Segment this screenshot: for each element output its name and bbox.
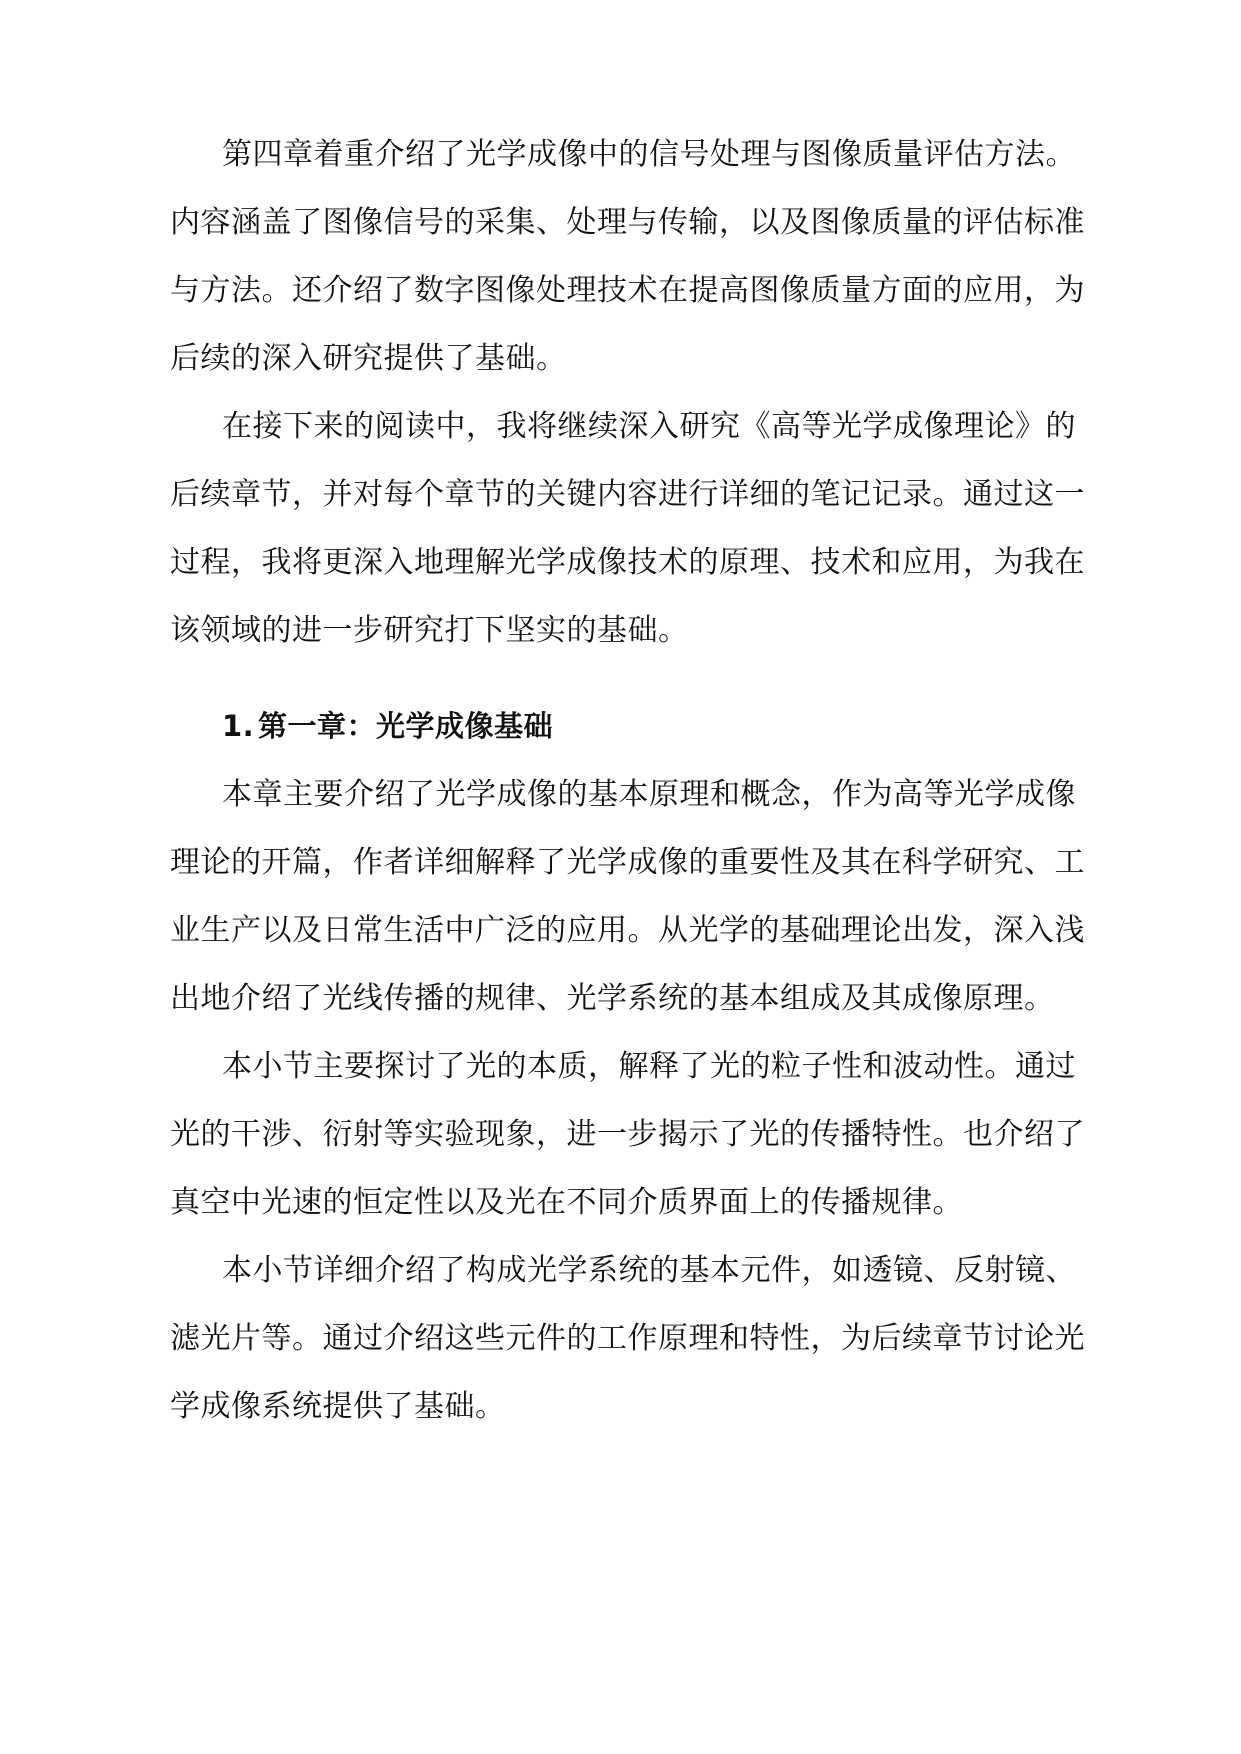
chapter-paragraph-2-line-1: 本小节主要探讨了光的本质，解释了光的粒子性和波动性。通过 <box>222 1049 1076 1084</box>
paragraph-2-line-4: 该领域的进一步研究打下坚实的基础。 <box>170 613 689 648</box>
paragraph-2-line-1: 在接下来的阅读中，我将继续深入研究《高等光学成像理论》的 <box>222 409 1076 444</box>
chapter-paragraph-3-line-2: 滤光片等。通过介绍这些元件的工作原理和特性，为后续章节讨论光 <box>170 1321 1085 1356</box>
section-title: 第一章：光学成像基础 <box>258 709 554 743</box>
paragraph-2-line-2: 后续章节，并对每个章节的关键内容进行详细的笔记记录。通过这一 <box>170 477 1085 512</box>
chapter-paragraph-1-line-1: 本章主要介绍了光学成像的基本原理和概念，作为高等光学成像 <box>222 777 1076 812</box>
paragraph-1-line-4: 后续的深入研究提供了基础。 <box>170 341 567 376</box>
chapter-paragraph-3-line-1: 本小节详细介绍了构成光学系统的基本元件，如透镜、反射镜、 <box>222 1253 1076 1288</box>
chapter-paragraph-1-line-2: 理论的开篇，作者详细解释了光学成像的重要性及其在科学研究、工 <box>170 845 1085 880</box>
paragraph-1-line-1: 第四章着重介绍了光学成像中的信号处理与图像质量评估方法。 <box>222 137 1076 172</box>
chapter-paragraph-1-line-3: 业生产以及日常生活中广泛的应用。从光学的基础理论出发，深入浅 <box>170 913 1085 948</box>
chapter-paragraph-2-line-2: 光的干涉、衍射等实验现象，进一步揭示了光的传播特性。也介绍了 <box>170 1117 1085 1152</box>
chapter-paragraph-1-line-4: 出地介绍了光线传播的规律、光学系统的基本组成及其成像原理。 <box>170 981 1055 1016</box>
chapter-paragraph-3-line-3: 学成像系统提供了基础。 <box>170 1389 506 1424</box>
section-number: 1. <box>222 709 255 743</box>
paragraph-1-line-2: 内容涵盖了图像信号的采集、处理与传输，以及图像质量的评估标准 <box>170 205 1085 240</box>
paragraph-1-line-3: 与方法。还介绍了数字图像处理技术在提高图像质量方面的应用，为 <box>170 273 1085 308</box>
paragraph-2-line-3: 过程，我将更深入地理解光学成像技术的原理、技术和应用，为我在 <box>170 545 1085 580</box>
chapter-paragraph-2-line-3: 真空中光速的恒定性以及光在不同介质界面上的传播规律。 <box>170 1185 963 1220</box>
